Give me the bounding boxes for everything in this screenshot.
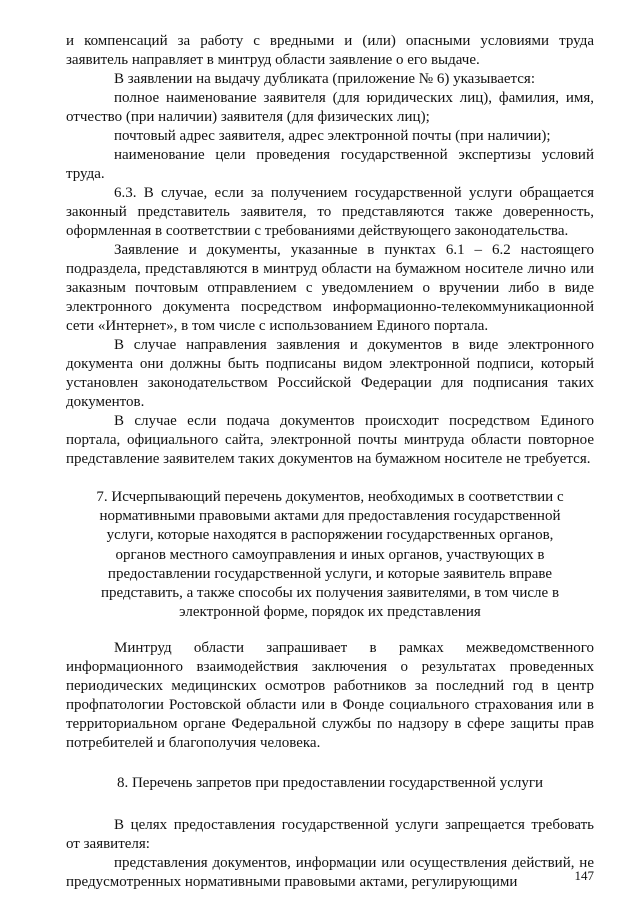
page-body [66, 32, 594, 892]
page-number: 147 [574, 868, 594, 883]
list-item-full-name: полное наименование заявителя (для юридических лиц), фамилия, имя, отчество (при наличии) заявителя (для физических лиц); [66, 90, 594, 125]
list-item-purpose: наименование цели проведения государственной экспертизы условий труда. [66, 147, 594, 182]
list-item-address: почтовый адрес заявителя, адрес электронной почты (при наличии); [114, 128, 551, 144]
paragraph-submission: Заявление и документы, указанные в пунктах 6.1 – 6.2 настоящего подраздела, представляются в минтруд области на бумажном носителе лично или заказным почтовым отправлением с уведомлением о вручении либо в виде электронного документа посредством информационно-телекоммуникационной сети «Интернет», в том числе с использованием Единого портала. [66, 242, 594, 334]
paragraph-duplicate-intro: В заявлении на выдачу дубликата (приложение № 6) указывается: [114, 71, 535, 87]
section-8-heading: 8. Перечень запретов при предоставлении государственной услуги [116, 775, 544, 792]
paragraph-electronic-signature: В случае направления заявления и документов в виде электронного документа они должны быть подписаны видом электронной подписи, который установлен законодательством Российской Федерации для подписания таких документов. [66, 337, 594, 410]
section-8-text-2: представления документов, информации или осуществления действий, не предусмотренных нормативными правовыми актами, регулирующими [66, 854, 594, 890]
paragraph-6-3: 6.3. В случае, если за получением государственной услуги обращается законный представитель заявителя, то представляются также доверенность, оформленная в соответствии с требованиями действующего законодательства. [66, 185, 594, 239]
paragraph-portal: В случае если подача документов происходит посредством Единого портала, официального сайта, электронной почты минтруда области повторное представление заявителем таких документов на бумажном носителе не требуется. [66, 413, 594, 467]
section-7-heading: 7. Исчерпывающий перечень документов, необходимых в соответствии с нормативными правовыми актами для предоставления государственной услуги, которые находятся в распоряжении государственных органов, органов местного самоуправления и иных органов, участвующих в предоставлении государственной услуги, и которые заявитель вправе представить, а также способы их получения заявителями, в том числе в электронной форме, порядок их представления [96, 489, 564, 621]
section-7-text: Минтруд области запрашивает в рамках межведомственного информационного взаимодействия заключения о результатах проведенных периодических медицинских осмотров работников за последний год в центр профпатологии Ростовской области или в Фонде социального страхования или в территориальном органе Федеральной службы по надзору в сфере защиты прав потребителей и благополучия человека. [66, 640, 594, 752]
paragraph-continuation: и компенсаций за работу с вредными и (или) опасными условиями труда заявитель направляет в минтруд области заявление о его выдаче. [66, 33, 594, 68]
section-8-text-1: В целях предоставления государственной услуги запрещается требовать от заявителя: [66, 816, 594, 852]
